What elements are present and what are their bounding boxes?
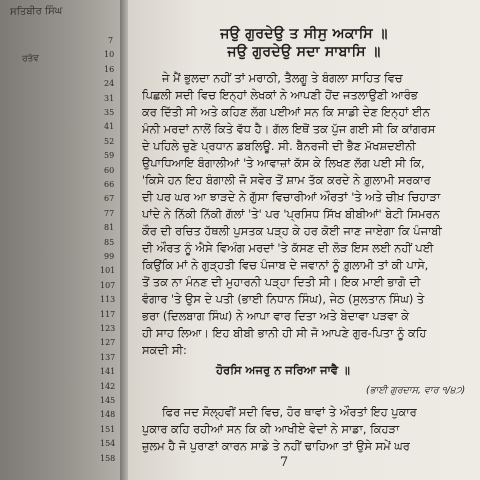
toc-page-number: 7 xyxy=(108,36,114,45)
body-line: ਫਿਰ ਜਦ ਸੋਲ੍ਹਵੀਂ ਸਦੀ ਵਿਚ, ਹੋਰ ਥਾਵਾਂ ਤੇ ਔਰਤਾਂ ਇਹ ਪੁਕਾਰ xyxy=(162,405,417,419)
verse-reference: (ਭਾਈ ਗੁਰਦਾਸ, ਵਾਰ ੧/੪੭) xyxy=(366,385,466,396)
toc-page-number: 151 xyxy=(100,424,116,434)
toc-page-number: 101 xyxy=(100,266,116,276)
body-line: ਕਿਉਂਕਿ ਮਾਂ ਨੇ ਗੁੜ੍ਹਤੀ ਵਿਚ ਪੰਜਾਬ ਦੇ ਜਵਾਨਾਂ ਨੂੰ ਗ਼ੁਲਾਮੀ ਤਾਂ ਕੀ ਪਾਸੇ, xyxy=(142,258,429,272)
body-line: ਸਕਦੀ ਸੀ: xyxy=(142,343,187,357)
toc-page-number: 35 xyxy=(104,108,115,117)
left-page-header: ਸਤਿਬੀਰ ਸਿੰਘ xyxy=(9,5,63,18)
toc-page-number: 142 xyxy=(100,381,116,391)
body-line: ਪਿਛਲੀ ਸਦੀ ਵਿਚ ਇਨ੍ਹਾਂ ਲੇਖਕਾਂ ਨੇ ਆਪਣੀ ਹੋਂਦ ਜਤਲਾਉਣੀ ਆਰੰਭ xyxy=(142,88,418,102)
toc-page-number: 16 xyxy=(104,64,115,74)
toc-page-number: 31 xyxy=(104,93,115,103)
body-line: ਉਪਾਧਿਆਇ ਬੰਗਾਲੀਆਂ 'ਤੇ ਆਵਾਜ਼ਾਂ ਕੱਸ ਕੇ ਲਿਖਣ ਲੱਗ ਪਈ ਸੀ ਕਿ, xyxy=(142,156,425,170)
toc-page-number: 113 xyxy=(100,295,116,305)
body-line: ਭਰਾ (ਦਿਲਬਾਗ ਸਿੰਘ) ਨੇ ਆਪਾ ਵਾਰ ਦਿਤਾ ਅਤੇ ਬੇਦਾਵਾ ਪੜਵਾ ਕੇ xyxy=(142,309,409,323)
toc-page-number: 67 xyxy=(104,194,115,204)
body-line: ਦੀ ਪਰ ਘਰ ਆ ਝਾੜਦੇ ਨੇ ਗੁੱਸਾ ਵਿਚਾਰੀਆਂ ਔਰਤਾਂ 'ਤੇ ਅਤੇ ਚੀਖ਼ ਚਿਹਾੜਾ xyxy=(142,190,441,204)
toc-page-number: 137 xyxy=(100,352,116,362)
page-number: 7 xyxy=(279,455,289,470)
toc-page-number: 154 xyxy=(100,439,116,449)
toc-page-number: 41 xyxy=(104,122,115,132)
body-line: 'ਕਿਸੇ ਹਨ ਇਹ ਬੰਗਾਲੀ ਜੋ ਸਵੇਰ ਤੋਂ ਸ਼ਾਮ ਤੱਕ ਕਰਦੇ ਨੇ ਗ਼ੁਲਾਮੀ ਸਰਕਾਰ xyxy=(142,173,431,187)
toc-page-number: 145 xyxy=(100,396,116,405)
toc-page-number: 117 xyxy=(100,309,116,319)
toc-page-number: 66 xyxy=(104,180,115,189)
toc-page-number: 123 xyxy=(100,324,116,333)
toc-page-number: 81 xyxy=(104,223,115,233)
right-page xyxy=(128,0,480,480)
heading-line-2: ਜਉ ਗੁਰਦੇਉ ਸਦਾ ਸਾਬਾਸਿ ॥ xyxy=(227,44,381,60)
body-line: ਕਰ ਦਿੱਤੀ ਸੀ ਅਤੇ ਕਹਿਣ ਲੱਗ ਪਈਆਂ ਸਨ ਕਿ ਸਾਡੀ ਦੇਣ ਇਨ੍ਹਾਂ ਈਨ xyxy=(142,105,430,119)
body-line: ਹੀ ਸਾਹ ਲਿਆ। ਇਹ ਬੀਬੀ ਭਾਨੀ ਹੀ ਸੀ ਜੋ ਆਪਣੇ ਗੁਰ-ਪਿਤਾ ਨੂੰ ਕਹਿ xyxy=(142,326,427,340)
toc-page-number: 99 xyxy=(104,252,115,261)
body-line: ਦੀ ਔਰਤ ਨੂੰ ਐਸੇ ਵਿਅੰਗ ਮਰਦਾਂ 'ਤੇ ਕੱਸਣ ਦੀ ਲੋੜ ਇਸ ਲਈ ਨਹੀਂ ਪਈ xyxy=(142,241,434,255)
toc-page-number: 77 xyxy=(104,208,115,218)
body-line: ਜੇ ਮੈਂ ਭੁਲਦਾ ਨਹੀਂ ਤਾਂ ਮਰਾਠੀ, ਤੈਲਗੂ ਤੇ ਬੰਗਲਾ ਸਾਹਿਤ ਵਿਚ xyxy=(162,71,403,85)
toc-page-number: 59 xyxy=(104,151,115,161)
toc-page-number: 158 xyxy=(100,453,116,463)
toc-page-number: 141 xyxy=(100,367,116,377)
heading-line-1: ਜਉ ਗੁਰਦੇਉ ਤ ਸੀਸੁ ਅਕਾਸਿ ॥ xyxy=(220,26,388,42)
body-line: ਕੌਰ ਦੀ ਰਚਿਤ ਹੱਥਲੀ ਪੁਸਤਕ ਪੜ੍ਹ ਕੇ ਹਰ ਕੋਈ ਜਾਣ ਜਾਏਗਾ ਕਿ ਪੰਜਾਬੀ xyxy=(142,224,442,238)
toc-page-number: 60 xyxy=(104,165,115,175)
left-page xyxy=(0,0,122,480)
body-line: ਵੰਗਾਰ 'ਤੇ ਉਸ ਦੇ ਪਤੀ (ਭਾਈ ਨਿਧਾਨ ਸਿੰਘ), ਜੇਠ (ਸੁਲਤਾਨ ਸਿੰਘ) ਤੇ xyxy=(142,292,425,306)
toc-page-number: 107 xyxy=(100,280,116,290)
toc-page-number: 85 xyxy=(104,237,115,247)
toc-page-number: 52 xyxy=(104,136,115,146)
toc-page-number: 10 xyxy=(104,50,115,60)
toc-page-number: 24 xyxy=(104,79,115,89)
left-page-subheading: ਰਤੱਵ xyxy=(21,53,40,65)
body-line: ਪਾਂਦੇ ਨੇ ਨਿੱਕੀ ਨਿੱਕੀ ਗੱਲਾਂ 'ਤੇ' ਪਰ 'ਪ੍ਰਸਿਧ ਸਿੱਖ ਬੀਬੀਆਂ' ਬੇਟੀ ਸਿਮਰਨ xyxy=(142,207,440,221)
body-line: ਤੋਂ ਤਕ ਨਾ ਮੰਨਣ ਦੀ ਮੁਹਾਰਨੀ ਪੜ੍ਹਾ ਦਿਤੀ ਸੀ। ਇਕ ਮਾਈ ਭਾਗੋ ਦੀ xyxy=(142,275,421,289)
body-line: ਪੁਕਾਰ ਕਹਿ ਰਹੀਆਂ ਸਨ ਕਿ ਕੀ ਆਖੀਏ ਵੇਦਾਂ ਨੇ ਸਾਡਾ, ਕਿਹੜਾ xyxy=(142,422,400,436)
toc-page-number: 148 xyxy=(100,410,116,420)
toc-page-number: 127 xyxy=(100,338,116,348)
body-line: ਜ਼ੁਲਮ ਹੈ ਜੋ ਪੁਰਾਣਾਂ ਕਾਰਨ ਸਾਡੇ ਤੇ ਨਹੀਂ ਢਾਹਿਆ ਤਾਂ ਉਸੇ ਸਮੇਂ ਘਰ xyxy=(142,439,410,453)
verse-quote: ਹੋਰਸਿ ਅਜਰੁ ਨ ਜਰਿਆ ਜਾਵੈ ॥ xyxy=(216,363,350,377)
body-line: ਮੰਨੀ ਮਰਦਾਂ ਨਾਲੋਂ ਕਿਤੇ ਵੱਧ ਹੈ। ਗੱਲ ਇਥੋਂ ਤਕ ਪੁੱਜ ਗਈ ਸੀ ਕਿ ਕਾਂਗਰਸ xyxy=(142,122,436,136)
body-line: ਦੇ ਪਹਿਲੇ ਚੁਣੇ ਪ੍ਰਧਾਨ ਡਬਲਿਊ. ਸੀ. ਬੈਨਰਜੀ ਦੀ ਭੈਣ ਮੱਖਸ਼ਦਈਨੀ xyxy=(142,139,416,153)
